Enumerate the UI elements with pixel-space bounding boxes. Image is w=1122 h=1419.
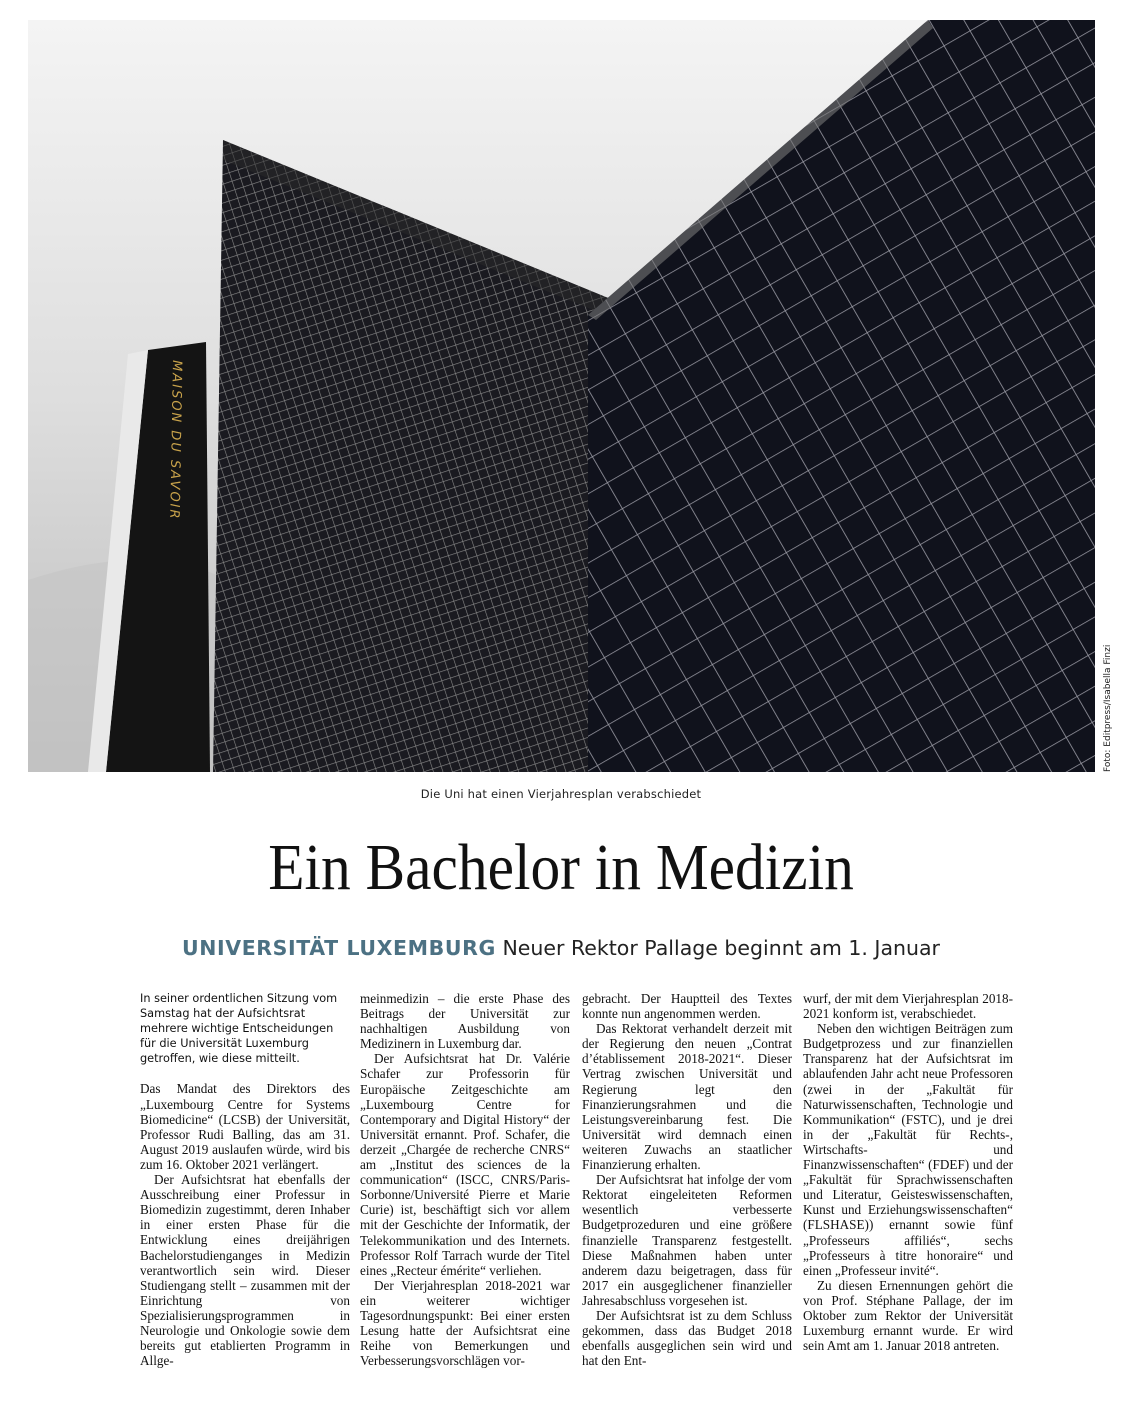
- article-column-4: [803, 991, 1013, 1353]
- body-paragraph: Der Aufsichtsrat hat ebenfalls der Ausschreibung einer Professur in Biomedizin zugestimmt, deren Inhaber in einer ersten Phase für die Entwicklung eines dreijährigen Bachelorstudienganges in Medizin verantwortlich sein wird. Dieser Studiengang stellt – zusammen mit der Einrichtung von Spezialisierungsprogrammen in Neurologie und Onkologie sowie dem bereits gut etablierten Programm in Allge-: [140, 1172, 350, 1369]
- photo-credit: Foto: Editpress/Isabella Finzi: [1103, 644, 1113, 772]
- building-photo: [28, 20, 1095, 772]
- body-paragraph: Das Rektorat verhandelt derzeit mit der Regierung den neuen „Contrat d’établissement 2018-2021“. Dieser Vertrag zwischen Universität und Regierung legt den Finanzierungsrahmen und die Leistungsvereinbarung fest. Die Universität wird demnach einen weiteren Zuwachs an staatlicher Finanzierung erhalten.: [582, 1021, 792, 1173]
- subheadline: [0, 936, 1122, 960]
- body-paragraph: Der Aufsichtsrat hat infolge der vom Rektorat eingeleiteten Reformen wesentlich verbesserte Budgetprozeduren und eine größere finanzielle Transparenz festgestellt. Diese Maßnahmen haben unter anderem dazu beigetragen, dass für 2017 ein ausgeglichener finanzieller Jahresabschluss vorgesehen ist.: [582, 1172, 792, 1308]
- subheadline-text: Neuer Rektor Pallage beginnt am 1. Januar: [502, 936, 940, 960]
- article-column-3: [582, 991, 792, 1368]
- body-paragraph: Der Aufsichtsrat ist zu dem Schluss gekommen, dass das Budget 2018 ebenfalls ausgeglichen sein wird und hat den Ent-: [582, 1307, 792, 1369]
- body-paragraph: gebracht. Der Hauptteil des Textes konnte nun angenommen werden.: [582, 991, 792, 1022]
- body-paragraph: meinmedizin – die erste Phase des Beitrags der Universität zur nachhaltigen Ausbildung von Medizinern in Luxemburg dar.: [360, 991, 570, 1052]
- article-column-2: [360, 991, 570, 1368]
- intro-paragraph: In seiner ordentlichen Sitzung vom Samstag hat der Aufsichtsrat mehrere wichtige Entscheidungen für die Universität Luxemburg getroffen, wie diese mitteilt.: [140, 992, 338, 1066]
- kicker: UNIVERSITÄT LUXEMBURG: [182, 936, 496, 960]
- photo-caption: Die Uni hat einen Vierjahresplan verabschiedet: [420, 787, 702, 801]
- body-paragraph: Der Aufsichtsrat hat Dr. Valérie Schafer zur Professorin für Europäische Zeitgeschichte am „Luxembourg Centre for Contemporary and Digital History“ der Universität ernannt. Prof. Schafer, die derzeit „Chargée de recherche CNRS“ am „Institut des sciences de la communication“ (ISCC, CNRS/Paris-Sorbonne/Université Pierre et Marie Curie) ist, beschäftigt sich vor allem mit der Geschichte der Informatik, der Telekommunikation und des Internets. Professor Rolf Tarrach wurde der Titel eines „Recteur émérite“ verliehen.: [360, 1051, 570, 1278]
- body-paragraph: Das Mandat des Direktors des „Luxembourg Centre for Systems Biomedicine“ (LCSB) der Universität, Professor Rudi Balling, das am 31. August 2019 auslaufen würde, wird bis zum 16. Oktober 2021 verlängert.: [140, 1081, 350, 1172]
- headline: Ein Bachelor in Medizin: [268, 831, 854, 904]
- sign-text: MAISON DU SAVOIR: [166, 359, 184, 521]
- body-paragraph: Der Vierjahresplan 2018-2021 war ein weiterer wichtiger Tagesordnungspunkt: Bei einer ersten Lesung hatte der Aufsichtsrat eine Reihe von Bemerkungen und Verbesserungsvorschlägen vor-: [360, 1277, 570, 1369]
- body-paragraph: Zu diesen Ernennungen gehört die von Prof. Stéphane Pallage, der im Oktober zum Rektor der Universität Luxemburg ernannt wurde. Er wird sein Amt am 1. Januar 2018 antreten.: [803, 1277, 1013, 1354]
- body-paragraph: wurf, der mit dem Vierjahresplan 2018-2021 konform ist, verabschiedet.: [803, 991, 1013, 1022]
- building-photo-drawing: [28, 20, 1095, 772]
- article-column-1: [140, 991, 350, 1368]
- body-paragraph: Neben den wichtigen Beiträgen zum Budgetprozess und zur finanziellen Transparenz hat der Aufsichtsrat im ablaufenden Jahr acht neue Professoren (zwei in der „Fakultät für Naturwissenschaften, Technologie und Kommunikation“ (FSTC), und je drei in der „Fakultät für Rechts-, Wirtschafts- und Finanzwissenschaften“ (FDEF) und der „Fakultät für Sprachwissenschaften und Literatur, Geisteswissenschaften, Kunst und Erziehungswissenschaften“ (FLSHASE)) ernannt sowie fünf „Professeurs affiliés“, sechs „Professeurs à titre honoraire“ und einen „Professeur invité“.: [803, 1021, 1013, 1278]
